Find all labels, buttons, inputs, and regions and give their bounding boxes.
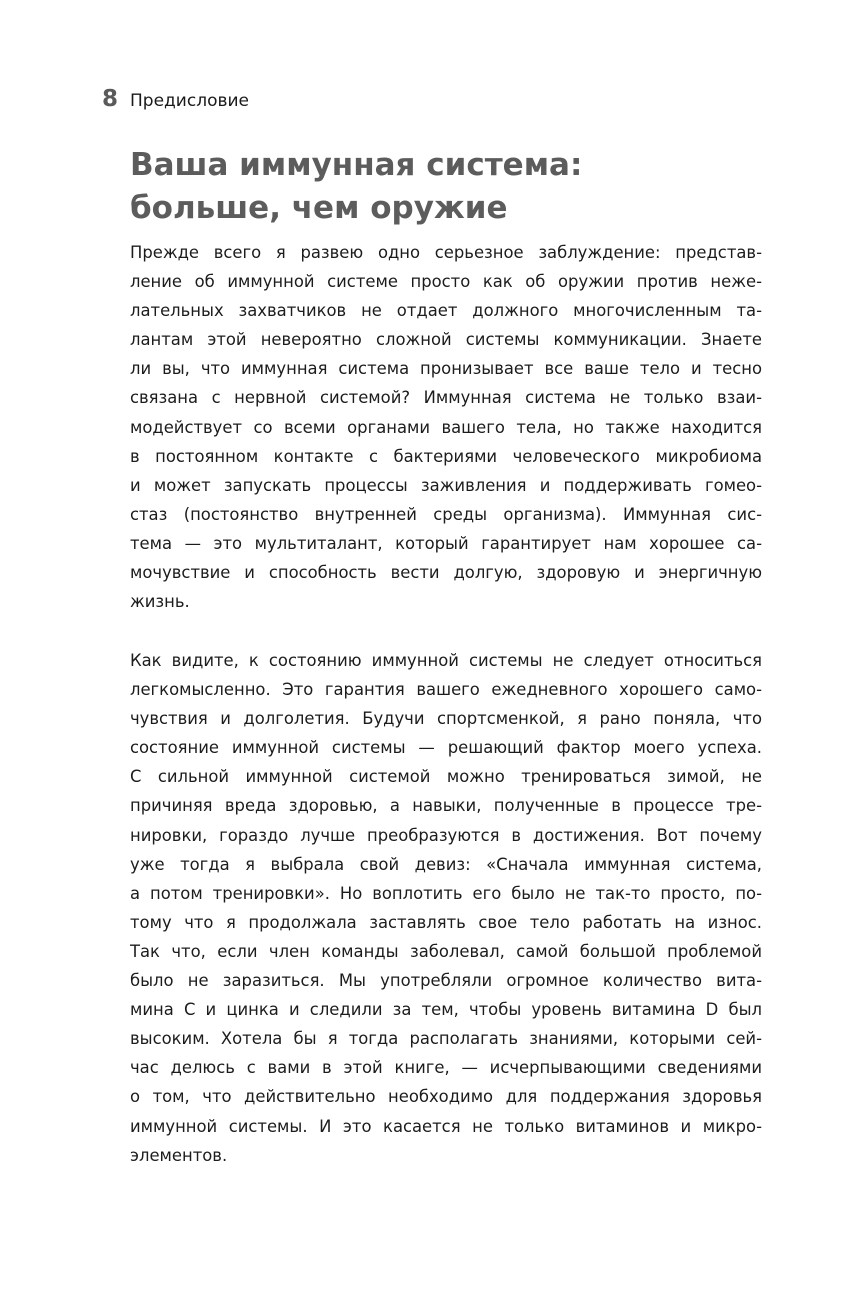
paragraph-line: состояние иммунной системы — решающий фактор моего успеха. bbox=[130, 738, 762, 758]
running-header bbox=[102, 86, 249, 112]
paragraph-line: и может запускать процессы заживления и поддерживать гомео- bbox=[130, 475, 762, 495]
paragraph-line: связана с нервной системой? Иммунная система не только взаи- bbox=[130, 388, 762, 408]
paragraph-line: мочувствие и способность вести долгую, здоровую и энергичную bbox=[130, 563, 762, 583]
paragraph-line: чувствия и долголетия. Будучи спортсменкой, я рано поняла, что bbox=[130, 709, 762, 729]
paragraph-line: причиняя вреда здоровью, а навыки, полученные в процессе тре- bbox=[130, 796, 762, 816]
paragraph-line: нировки, гораздо лучше преобразуются в достижения. Вот почему bbox=[130, 825, 762, 845]
paragraph-line: высоким. Хотела бы я тогда располагать знаниями, которыми сей- bbox=[130, 1029, 762, 1049]
paragraph-line: иммунной системы. И это касается не только витаминов и микро- bbox=[130, 1116, 762, 1136]
paragraph-line: модействует со всеми органами вашего тела, но также находится bbox=[130, 417, 762, 437]
paragraph-line: ли вы, что иммунная система пронизывает все ваше тело и тесно bbox=[130, 359, 762, 379]
paragraph-line: Как видите, к состоянию иммунной системы не следует относиться bbox=[130, 651, 762, 670]
section-name: Предисловие bbox=[130, 91, 249, 111]
page-number: 8 bbox=[102, 86, 119, 112]
paragraph-line: в постоянном контакте с бактериями человеческого микробиома bbox=[130, 446, 762, 466]
paragraph-line: лательных захватчиков не отдает должного многочисленным та- bbox=[130, 301, 762, 321]
chapter-title bbox=[130, 144, 770, 230]
paragraph-line: тема — это мультиталант, который гарантирует нам хорошее са- bbox=[130, 533, 762, 553]
paragraph-line: стаз (постоянство внутренней среды организма). Иммунная сис- bbox=[130, 504, 762, 524]
paragraph-line: С сильной иммунной системой можно тренироваться зимой, не bbox=[130, 767, 762, 787]
paragraph-line: Так что, если член команды заболевал, самой большой проблемой bbox=[130, 941, 762, 961]
paragraph-line: Прежде всего я развею одно серьезное заблуждение: представ- bbox=[130, 243, 762, 262]
body-paragraph bbox=[130, 238, 762, 616]
paragraph-line: о том, что действительно необходимо для поддержания здоровья bbox=[130, 1087, 762, 1107]
paragraph-line: лантам этой невероятно сложной системы коммуникации. Знаете bbox=[130, 330, 762, 350]
paragraph-line: жизнь. bbox=[130, 592, 190, 612]
paragraph-line: было не заразиться. Мы употребляли огромное количество вита- bbox=[130, 971, 762, 991]
chapter-title-line: больше, чем оружие bbox=[130, 190, 508, 226]
chapter-title-line: Ваша иммунная система: bbox=[130, 147, 583, 183]
paragraph-line: а потом тренировки». Но воплотить его было не так-то просто, по- bbox=[130, 883, 762, 903]
paragraph-line: легкомысленно. Это гарантия вашего ежедневного хорошего само- bbox=[130, 680, 762, 700]
paragraph-line: ление об иммунной системе просто как об оружии против нежe- bbox=[130, 272, 762, 292]
paragraph-line: элементов. bbox=[130, 1145, 228, 1165]
paragraph-line: уже тогда я выбрала свой девиз: «Сначала иммунная система, bbox=[130, 854, 762, 874]
paragraph-line: мина С и цинка и следили за тем, чтобы уровень витамина D был bbox=[130, 1000, 762, 1020]
paragraph-line: час делюсь с вами в этой книге, — исчерпывающими сведениями bbox=[130, 1058, 762, 1078]
body-paragraph bbox=[130, 646, 762, 1170]
paragraph-line: тому что я продолжала заставлять свое тело работать на износ. bbox=[130, 912, 762, 932]
